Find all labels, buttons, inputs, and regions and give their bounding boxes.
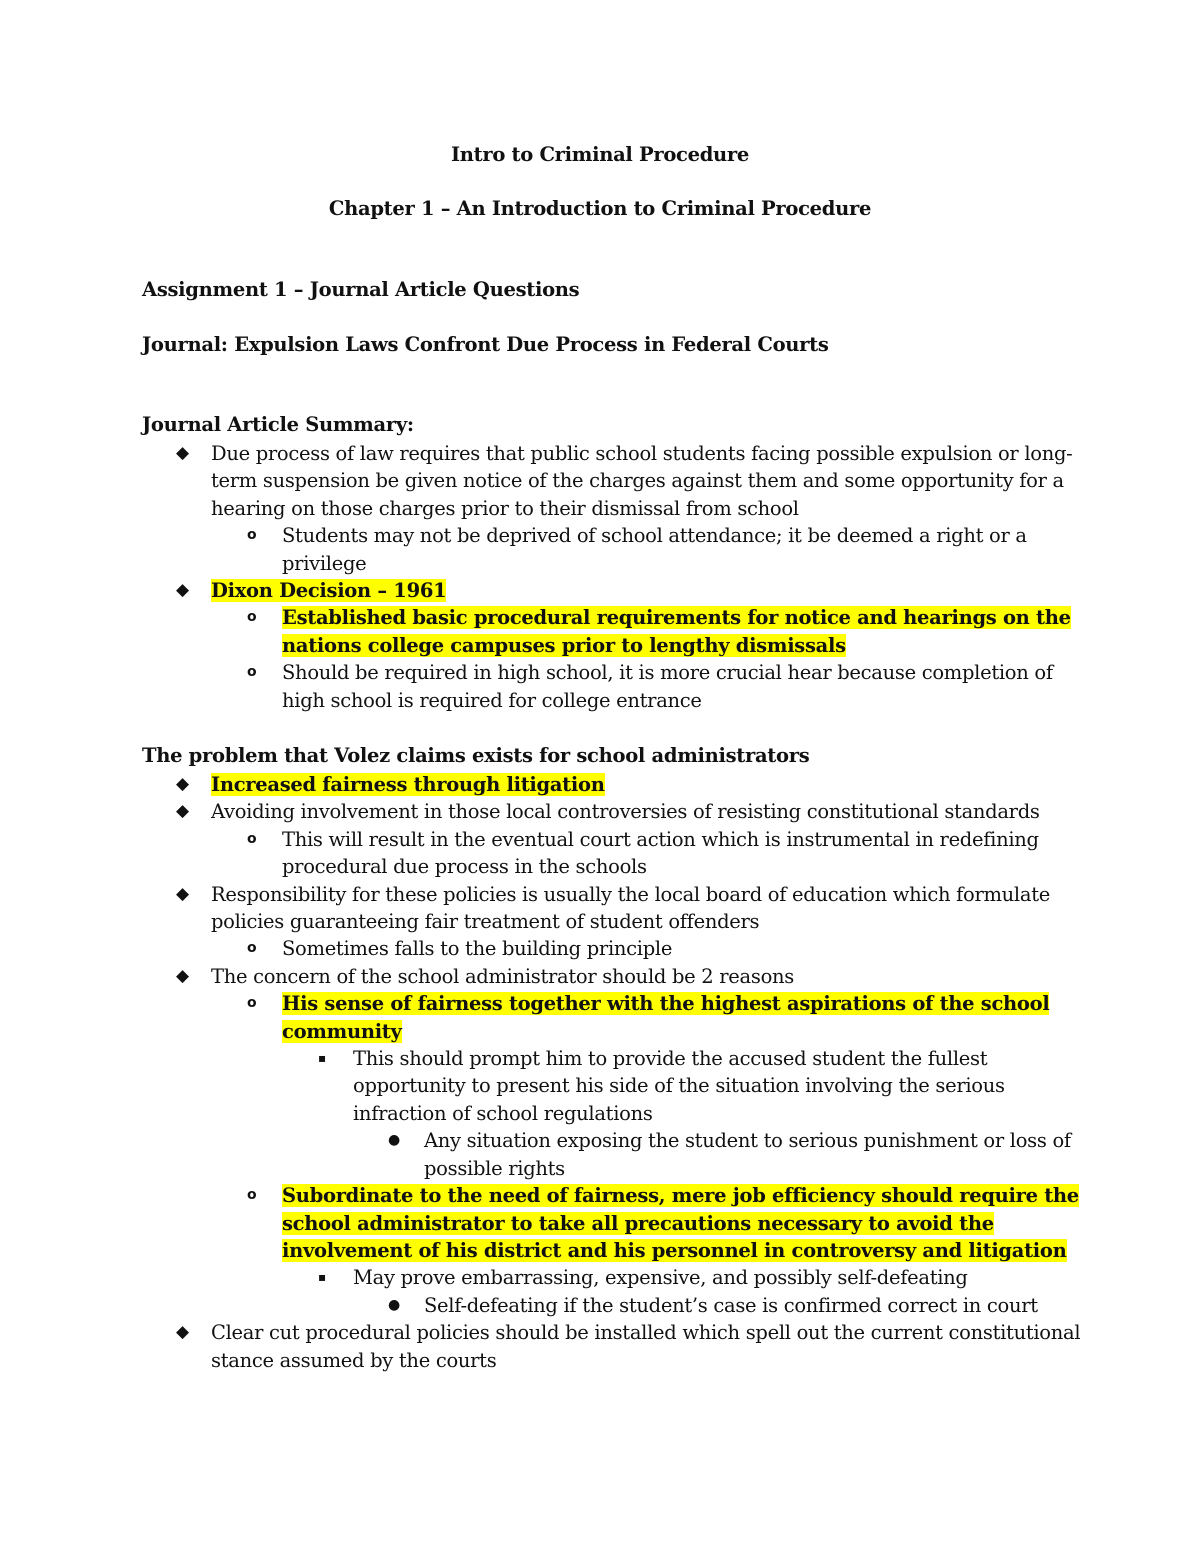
bullet-marker-icon: ● [388, 1132, 400, 1149]
list-item-text: Responsibility for these policies is usually the local board of education which formulate policies guaranteeing fair treatment of student offenders [211, 882, 1050, 934]
bullet-marker-icon: ◆ [176, 774, 189, 794]
list-item [142, 1319, 1082, 1374]
list-item-text: His sense of fairness together with the highest aspirations of the school community [282, 992, 1050, 1043]
summary-bullet-list [142, 440, 1082, 714]
course-title: Intro to Criminal Procedure [450, 143, 750, 166]
bullet-marker-icon: ◆ [176, 1322, 189, 1343]
list-item [142, 1264, 1082, 1291]
bullet-marker-icon: o [247, 830, 257, 847]
list-item [142, 1182, 1082, 1264]
list-item [142, 1045, 1082, 1127]
list-item-text: This will result in the eventual court action which is instrumental in redefining procedural due process in the schools [282, 827, 1039, 879]
list-item [142, 1127, 1082, 1182]
list-item-text: Established basic procedural requirements for notice and hearings on the nations college campuses prior to lengthy dismissals [282, 606, 1071, 657]
bullet-marker-icon: ◆ [176, 801, 189, 822]
list-item [142, 798, 1082, 825]
bullet-marker-icon: ◆ [176, 443, 189, 463]
list-item-text: Subordinate to the need of fairness, mere job efficiency should require the school administrator to take all precautions necessary to avoid the involvement of his district and his personnel in controversy and litigation [282, 1184, 1079, 1262]
list-item-text: May prove embarrassing, expensive, and possibly self-defeating [353, 1266, 968, 1290]
bullet-marker-icon: ◆ [176, 883, 189, 904]
summary-heading: Journal Article Summary: [142, 413, 414, 436]
assignment-heading: Assignment 1 – Journal Article Questions [142, 278, 580, 301]
list-item [142, 577, 1082, 604]
list-item-text: Students may not be deprived of school attendance; it be deemed a right or a privilege [282, 524, 1027, 575]
list-item-text: Increased fairness through litigation [211, 773, 605, 796]
bullet-marker-icon: o [247, 1187, 257, 1204]
bullet-marker-icon: o [247, 527, 257, 544]
list-item [142, 522, 1082, 577]
list-item [142, 604, 1082, 659]
problem-heading: The problem that Volez claims exists for school administrators [142, 744, 810, 767]
list-item [142, 1292, 1082, 1319]
list-item-text: Clear cut procedural policies should be installed which spell out the current constitutional stance assumed by the courts [211, 1321, 1081, 1372]
list-item [142, 935, 1082, 962]
list-item [142, 990, 1082, 1045]
list-item [142, 826, 1082, 881]
list-item-text: Should be required in high school, it is more crucial hear because completion of high school is required for college entrance [282, 661, 1053, 712]
list-item-text: Due process of law requires that public school students facing possible expulsion or long-term suspension be given notice of the charges against them and some opportunity for a hearing on those charges prior to their dismissal from school [211, 442, 1073, 520]
list-item [142, 771, 1082, 798]
bullet-marker-icon: ◆ [176, 965, 189, 986]
bullet-marker-icon: ● [388, 1296, 400, 1313]
bullet-marker-icon: o [247, 609, 257, 626]
list-item [142, 963, 1082, 990]
list-item-text: Dixon Decision – 1961 [211, 579, 447, 603]
list-item-text: Any situation exposing the student to serious punishment or loss of possible rights [424, 1129, 1071, 1180]
chapter-title: Chapter 1 – An Introduction to Criminal Procedure [328, 197, 872, 220]
list-item [142, 659, 1082, 714]
list-item-text: Self-defeating if the student’s case is confirmed correct in court [424, 1293, 1038, 1317]
list-item-text: This should prompt him to provide the accused student the fullest opportunity to present his side of the situation involving the serious infraction of school regulations [353, 1047, 1005, 1125]
bullet-marker-icon: ▪ [318, 1270, 326, 1285]
bullet-marker-icon: o [247, 664, 257, 681]
bullet-marker-icon: o [247, 940, 257, 957]
bullet-marker-icon: ◆ [176, 580, 189, 601]
list-item [142, 881, 1082, 936]
journal-heading: Journal: Expulsion Laws Confront Due Process in Federal Courts [142, 333, 829, 356]
bullet-marker-icon: o [247, 995, 257, 1012]
problem-bullet-list [142, 771, 1082, 1374]
list-item-text: Avoiding involvement in those local controversies of resisting constitutional standards [211, 800, 1040, 824]
list-item-text: Sometimes falls to the building principle [282, 937, 673, 961]
list-item [142, 440, 1082, 522]
list-item-text: The concern of the school administrator should be 2 reasons [211, 964, 794, 988]
bullet-marker-icon: ▪ [318, 1051, 326, 1066]
